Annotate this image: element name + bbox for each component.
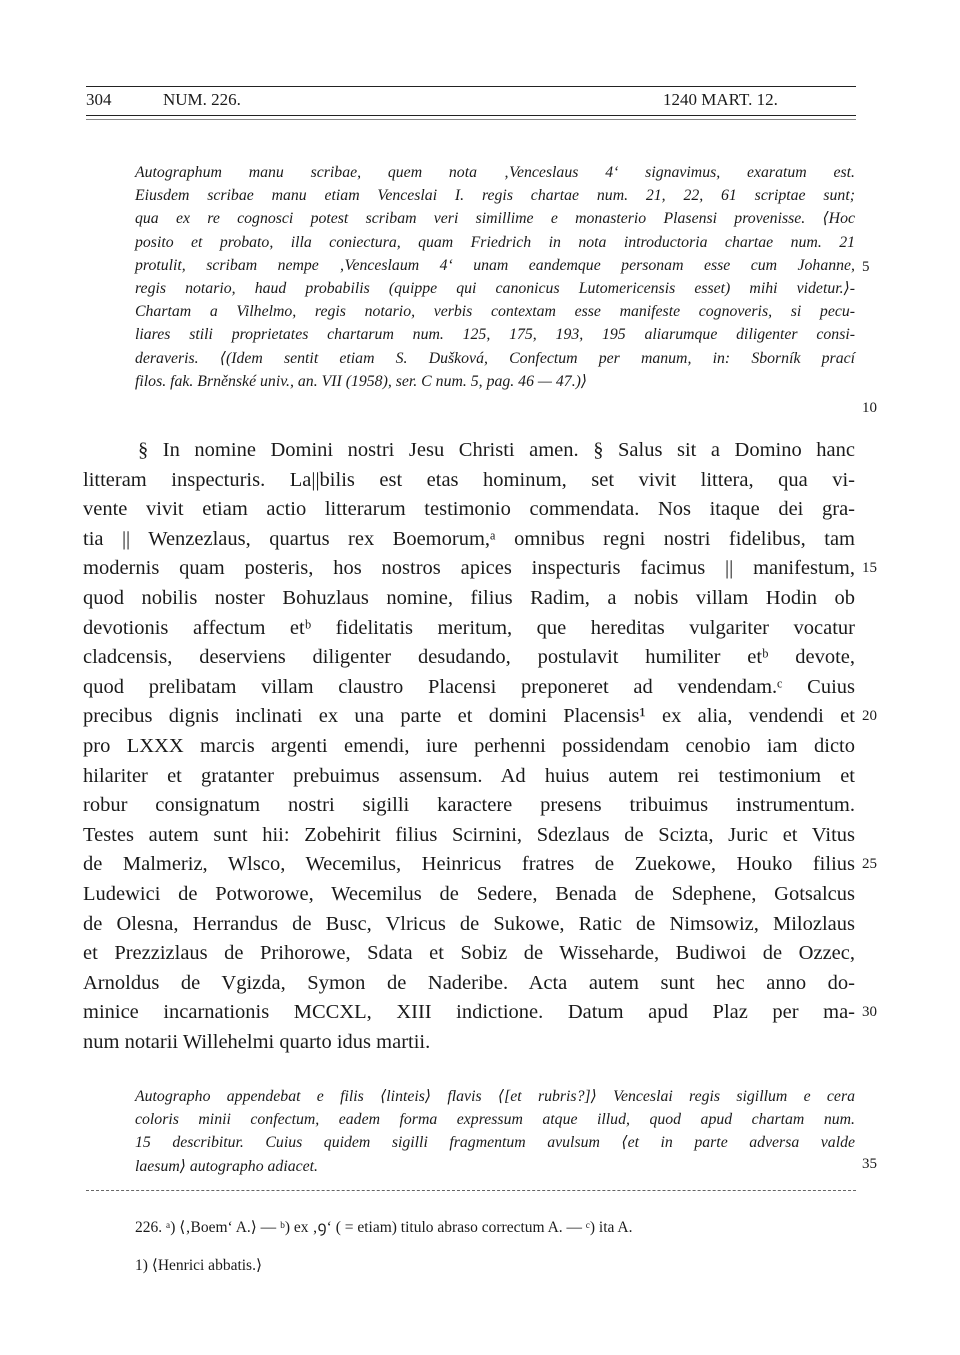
line-number: 15 xyxy=(862,560,877,576)
line-number: 25 xyxy=(862,856,877,872)
charter-line: devotionis affectum etᵇ fidelitatis meritum, que hereditas vulgariter vocatur xyxy=(83,616,855,639)
footnote-separator xyxy=(86,1190,856,1191)
note-line: 15 describitur. Cuius quidem sigilli fragmentum avulsum ⟨et in parte adversa valde xyxy=(135,1134,855,1152)
line-number: 35 xyxy=(862,1156,877,1172)
header-bottom-rule xyxy=(86,115,856,116)
note-line: Autographo appendebat e filis ⟨linteis⟩ flavis ⟨[et rubris?]⟩ Venceslai regis sigillum e cera xyxy=(135,1088,855,1105)
charter-line: Testes autem sunt hii: Zobehirit filius Scirnini, Sdezlaus de Scizta, Juric et Vitus xyxy=(83,823,855,846)
intro-line: posito et probato, illa coniectura, quam Friedrich in nota introductoria chartae num. 21 xyxy=(135,233,855,251)
charter-line: hilariter et gratanter prebuimus assensum. Ad huius autem rei testimonium et xyxy=(83,764,855,787)
note-line: coloris minii confectum, eadem forma expressum atque illud, quod apud chartam num. xyxy=(135,1111,855,1129)
charter-line: quod prelibatam villam claustro Placensi preponeret ad vendendam.ᶜ Cuius xyxy=(83,675,855,698)
intro-line: regis notario, haud probabilis (quippe qui canonicus Lutomericensis esset) mihi videtur.⟩- xyxy=(135,279,855,297)
intro-line: filos. fak. Brněnské univ., an. VII (1958), ser. C num. 5, pag. 46 — 47.)⟩ xyxy=(135,372,588,390)
intro-line: Chartam a Vilhelmo, regis notario, verbis contextam esse manifeste cognoveris, si pecu- xyxy=(135,303,855,321)
charter-text xyxy=(83,436,855,1057)
apparatus-footnote: 226. ᵃ) ⟨‚Boem‘ A.⟩ — ᵇ) ex ‚ꝯ‘ ( = etiam) titulo abraso correctum A. — ᶜ) ita A. xyxy=(135,1219,633,1236)
charter-line: de Olesna, Herrandus de Busc, Vlricus de Sukowe, Ratic de Nimsowiz, Milozlaus xyxy=(83,912,855,935)
note-line: laesum⟩ autographo adiacet. xyxy=(135,1157,318,1175)
footnote-1: 1) ⟨Henrici abbatis.⟩ xyxy=(135,1257,263,1274)
document-date: 1240 MART. 12. xyxy=(663,90,778,109)
charter-line: Arnoldus de Vgizda, Symon de Naderibe. Acta autem sunt hec anno do- xyxy=(83,971,855,994)
intro-line: qua ex re cognosci potest scribam veri simillime e monasterio Plasensi provenisse. ⟨Hoc xyxy=(135,210,855,228)
charter-line: modernis quam posteris, hos nostros apices inspecturis facimus || manifestum, xyxy=(83,557,855,580)
header-top-rule xyxy=(86,86,856,87)
charter-line: de Malmeriz, Wlsco, Wecemilus, Heinricus fratres de Zuekowe, Houko filius xyxy=(83,853,855,876)
line-number: 20 xyxy=(862,708,877,724)
intro-line: protulit, scribam nempe ‚Venceslaum 4‘ unam eandemque personam esse cum Johanne, xyxy=(135,256,855,274)
intro-line: Eiusdem scribae manu etiam Venceslai I. regis chartae num. 21, 22, 61 scriptae sunt; xyxy=(135,187,855,205)
charter-line: robur consignatum nostri sigilli karactere presens tribuimus instrumentum. xyxy=(83,794,855,817)
charter-line: et Prezzizlaus de Prihorowe, Sdata et Sobiz de Wisseharde, Budiwoi de Ozzec, xyxy=(83,942,855,965)
intro-line: liares stili proprietates chartarum num. 125, 175, 193, 195 aliarumque diligenter consi- xyxy=(135,326,855,344)
intro-line: deraveris. ⟨(Idem sentit etiam S. Dušková, Confectum per manum, in: Sborník prací xyxy=(135,349,855,367)
intro-paragraph xyxy=(135,161,855,393)
charter-line: num notarii Willehelmi quarto idus martii. xyxy=(83,1030,431,1053)
charter-line: minice incarnationis MCCXL, XIII indictione. Datum apud Plaz per ma- xyxy=(83,1001,855,1024)
intro-line: Autographum manu scribae, quem nota ‚Venceslaus 4‘ signavimus, exaratum est. xyxy=(135,164,855,181)
charter-line: Ludewici de Potworowe, Wecemilus de Sedere, Benada de Sdephene, Gotsalcus xyxy=(83,882,855,905)
charter-line: § In nomine Domini nostri Jesu Christi amen. § Salus sit a Domino hanc xyxy=(138,439,855,461)
charter-line: vente vivit etiam actio litterarum testimonio commendata. Nos itaque dei gra- xyxy=(83,498,855,521)
charter-line: precibus dignis inclinati ex una parte et domini Placensis¹ ex alia, vendendi et xyxy=(83,705,855,728)
seal-note xyxy=(135,1085,855,1178)
charter-line: tia || Wenzezlaus, quartus rex Boemorum,ᵃ omnibus regni nostri fidelibus, tam xyxy=(83,527,855,550)
document-number: NUM. 226. xyxy=(163,90,241,109)
line-number: 5 xyxy=(862,259,870,275)
line-number: 10 xyxy=(862,400,877,416)
charter-line: cladcensis, deserviens diligenter desudando, postulavit humiliter etᵇ devote, xyxy=(83,646,855,669)
charter-line: pro LXXX marcis argenti emendi, iure perhenni possidendam cenobio iam dicto xyxy=(83,734,855,757)
charter-line: litteram inspecturis. La||bilis est etas hominum, set vivit littera, qua vi- xyxy=(83,468,855,491)
charter-line: quod nobilis noster Bohuzlaus nomine, filius Radim, a nobis villam Hodin ob xyxy=(83,586,855,609)
header-bottom-rule-2 xyxy=(86,119,856,120)
line-number: 30 xyxy=(862,1004,877,1020)
page-number: 304 xyxy=(86,90,112,109)
